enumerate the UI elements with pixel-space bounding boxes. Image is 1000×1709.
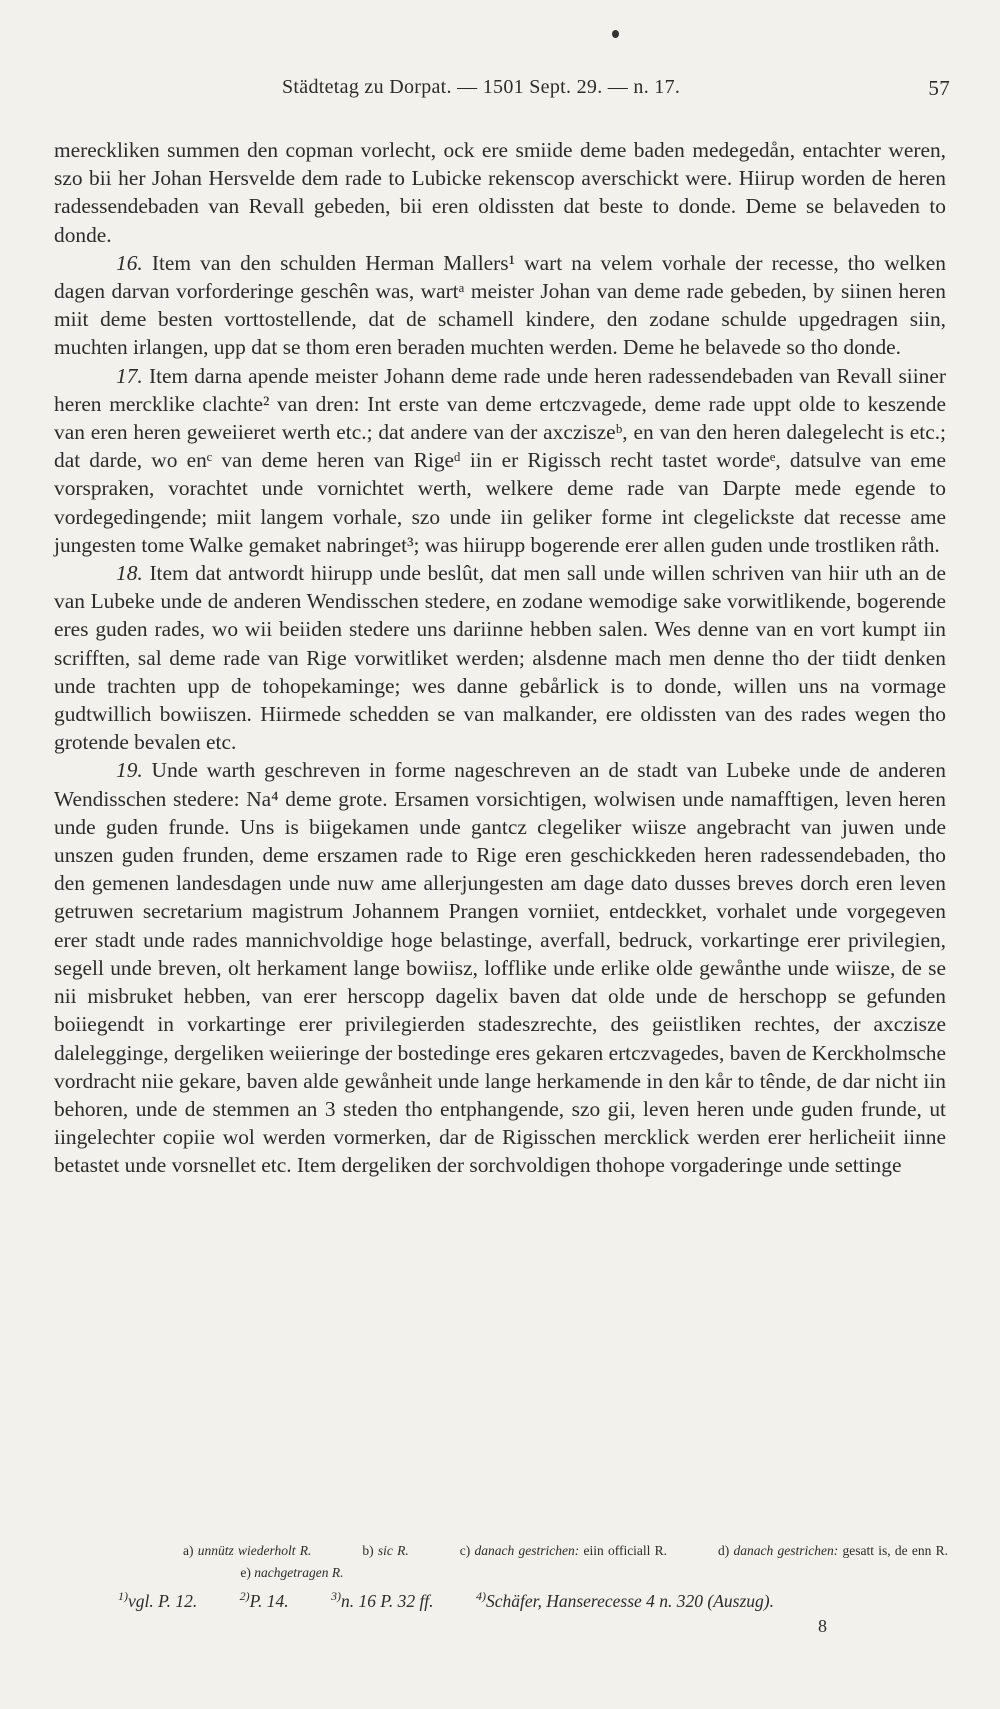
footnote-text: Schäfer, Hanserecesse 4 n. 320 (Auszug). bbox=[485, 1591, 774, 1611]
footnote-number bbox=[476, 1591, 774, 1611]
footnote-italic: nachgetragen R. bbox=[254, 1565, 344, 1580]
paragraph-19 bbox=[54, 756, 946, 1179]
footnote-letter bbox=[183, 1543, 311, 1558]
body-text bbox=[54, 136, 946, 1180]
footnote-italic: danach gestrichen: bbox=[474, 1543, 580, 1558]
footnote-mark: 2) bbox=[239, 1589, 250, 1604]
footnote-italic: unnütz wiederholt R. bbox=[197, 1543, 312, 1558]
footnote-mark: a) bbox=[183, 1543, 194, 1558]
footnote-text: n. 16 P. 32 ff. bbox=[341, 1591, 434, 1611]
footnote-italic: danach gestrichen: bbox=[733, 1543, 839, 1558]
textual-apparatus bbox=[183, 1540, 948, 1584]
paragraph-text: mereckliken summen den copman vorlecht, ock ere smiide deme baden medegedån, entachter weren, szo bii her Johan Hersvelde dem rade to Lubicke rekenscop averschickt were. Hiirup worden de heren radessendebaden van Revall gebeden, bii eren oldissten dat beste to donde. Deme se belaveden to donde. bbox=[54, 138, 946, 247]
paragraph-text: Item dat antwordt hiirupp unde beslût, dat men sall unde willen schriven van hiir uth an de van Lubeke unde de anderen Wendisschen stedere, en zodane wemodige sake vorwitlikende, bogerende eres guden rades, wo wii beiiden stedere uns dariinne hebben salen. Wes denne van en vort kumpt iin scrifften, sal deme rade van Rige vorwitliket werden; alsdenne mach men denne tho der tiidt denken unde trachten upp de tohopekaminge; wes danne gebårlick is to donde, willen uns na vormage gudtwillich bowiiszen. Hiirmede schedden se van malkander, ere oldissten van des rades wegen tho grotende bevalen etc. bbox=[54, 561, 946, 755]
footnote-text: P. 14. bbox=[249, 1591, 289, 1611]
footnote-letter bbox=[718, 1543, 948, 1558]
paragraph-number: 17. bbox=[116, 363, 143, 388]
footnote-mark: b) bbox=[362, 1543, 374, 1558]
footnote-plain: eiin officiall R. bbox=[583, 1543, 668, 1558]
commentary-notes bbox=[118, 1589, 948, 1613]
footnote-mark: e) bbox=[240, 1565, 251, 1580]
page-number: 57 bbox=[928, 76, 950, 100]
footnote-number bbox=[240, 1591, 289, 1611]
footnote-mark: c) bbox=[459, 1543, 471, 1558]
footnote-mark: 3) bbox=[331, 1589, 342, 1604]
footnote-letter bbox=[362, 1543, 408, 1558]
running-header bbox=[0, 76, 1000, 106]
paragraph-number: 19. bbox=[116, 758, 143, 783]
footnote-number bbox=[331, 1591, 434, 1611]
footnote-mark: 4) bbox=[475, 1589, 486, 1604]
paragraph-17 bbox=[54, 362, 946, 559]
paragraph-18 bbox=[54, 559, 946, 756]
running-title: Städtetag zu Dorpat. — 1501 Sept. 29. — n. 17. bbox=[282, 76, 681, 98]
paragraph-text: Item van den schulden Herman Mallers¹ wart na velem vorhale der recesse, tho welken dagen darvan vorforderinge geschên was, wartᵃ meister Johan van deme rade gebeden, by siinen heren miit deme besten vorttostellende, dat de schamell kindere, den zodane schulde upgedragen siin, muchten irlangen, upp dat se thom eren beraden muchten werden. Deme he belavede so tho donde. bbox=[54, 250, 946, 360]
footnote-text: vgl. P. 12. bbox=[128, 1591, 198, 1611]
footnote-letter bbox=[460, 1543, 667, 1558]
printer-signature: 8 bbox=[818, 1616, 827, 1636]
footnote-mark: 1) bbox=[118, 1589, 128, 1604]
paragraph-16 bbox=[54, 249, 946, 362]
paragraph-text: Unde warth geschreven in forme nageschreven an de stadt van Lubeke unde de anderen Wendisschen stedere: Na⁴ deme grote. Ersamen vorsichtigen, wolwisen unde namafftigen, leven heren unde guden frunde. Uns is biigekamen unde gantcz clegeliker wiisze angebracht van juwen unde unszen guden frunden, deme erszamen rade to Rige eren geschickkeden heren radessendebaden, tho den gemenen landesdagen unde nuw ame allerjungesten am dage dato dusses breves dorch eren leven getruwen secretarium magistrum Johannem Prangen vorniiet, entdeckket, vorhalet unde vorgegeven erer stadt unde rades mannichvoldige hoge belastinge, averfall, bedruck, vorkartinge erer privilegien, segell unde breven, olt herkament lange bowiisz, lofflike unde erlike olde gewånthe unde wiisze, de se nii misbruket hebben, van erer herscopp dagelix baven dat olde unde de herschopp se gefunden boiiegendt in vorkartinge erer privilegierden stadeszrechte, des geiistliken rechtes, der axczisze daleleggingе, dergeliken weiieringe der bostedinge eres gekaren ertczvagedes, baven de Kerckholmsche vordracht niie gekare, baven alde gewånheit unde lange herkamende in den kår to tênde, de dar nicht iin behoren, unde de stemmen an 3 steden tho entphangende, szo gii, leven heren unde guden frunde, ut iingelechter copiie wol werden vormerken, dar de Rigisschen mercklick werden erer herlicheiit iinne betastet unde vorsnellet etc. Item dergeliken der sorchvoldigen thohope vorgaderinge unde settinge bbox=[54, 758, 946, 1178]
footnote-mark: d) bbox=[718, 1543, 730, 1558]
footnote-letter bbox=[240, 1565, 343, 1580]
paragraph-number: 16. bbox=[116, 250, 143, 275]
footnote-italic: sic R. bbox=[377, 1543, 409, 1558]
paragraph-text: Item darna apende meister Johann deme rade unde heren radessendebaden van Revall siiner heren mercklike clachte² van dren: Int erste van deme ertczvagede, deme rade uppt olde to keszende van eren heren geweiieret werth etc.; dat andere van der axcziszeᵇ, en van den heren dalegelecht is etc.; dat darde, wo enᶜ van deme heren van Rigeᵈ iin er Rigissch recht tastet wordeᵉ, datsulve van eme vorspraken, vorachtet unde vornichtet werth, welkere deme rade van Darpte mede egende to vordegedingende; miit langem vorhale, szo unde iin geliker forme int clegelickste dat recesse ame jungesten tome Walke gemaket nabringet³; was hiirupp bogerende erer allen guden unde trostliken råth. bbox=[54, 363, 946, 557]
footnote-number bbox=[118, 1591, 197, 1611]
paragraph-number: 18. bbox=[116, 561, 143, 586]
ink-speck bbox=[612, 30, 619, 38]
paragraph-continuation bbox=[54, 136, 946, 249]
footnote-plain: gesatt is, de enn R. bbox=[842, 1543, 949, 1558]
